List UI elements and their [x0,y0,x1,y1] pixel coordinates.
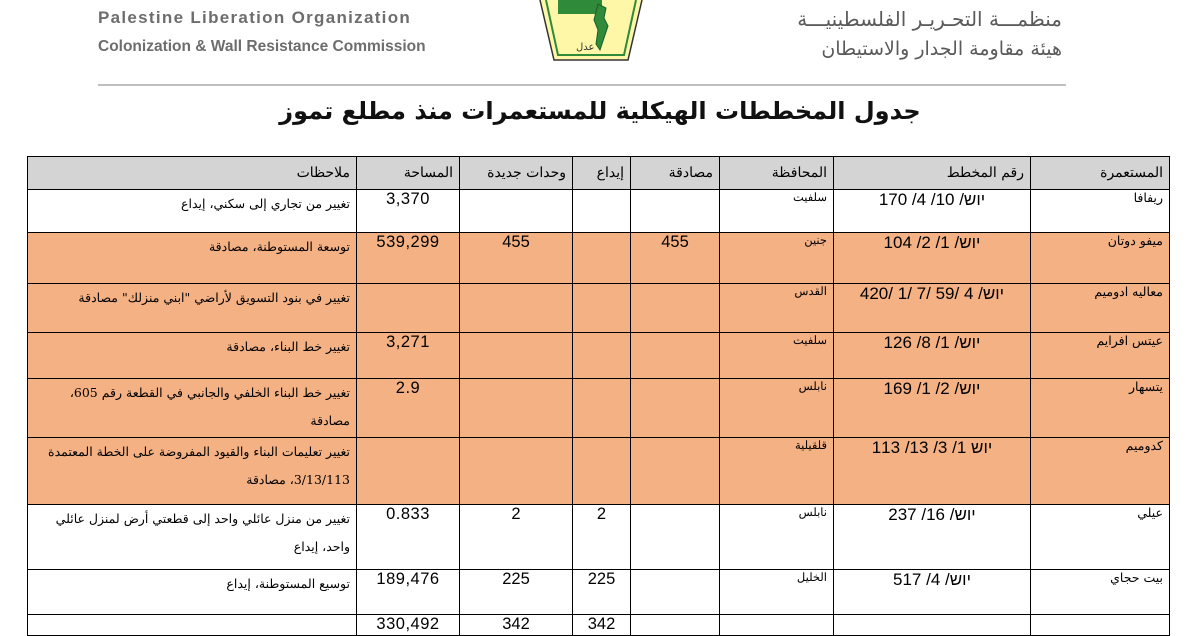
cell-deposit: 342 [573,615,631,636]
cell-deposit [573,379,631,438]
cell-new-units: 2 [460,505,573,570]
cell-settlement: ريفافا [1031,190,1170,233]
cell-plan-number: יוש/ 16/ 237 [834,505,1031,570]
cell-area [357,284,460,333]
cell-deposit: 225 [573,570,631,615]
cell-new-units [460,438,573,505]
org-ar-line1: منظمـــة التحـريـر الفلسطينيـــة [797,7,1062,31]
table-header-row [28,157,1170,190]
cell-notes [28,615,357,636]
cell-plan-number: יוש 1/ 3/ 13/ 113 [834,438,1031,505]
cell-area: 539,299 [357,233,460,284]
org-name-english [98,8,518,56]
cell-settlement: بيت حجاي [1031,570,1170,615]
cell-new-units [460,333,573,379]
cell-notes: توسيع المستوطنة، إيداع [28,570,357,615]
table-row [28,379,1170,438]
cell-settlement: يتسهار [1031,379,1170,438]
cell-settlement: معاليه ادوميم [1031,284,1170,333]
cell-approval [631,284,720,333]
cell-settlement: كدوميم [1031,438,1170,505]
svg-text:عدل: عدل [576,42,595,53]
plo-emblem-icon [536,0,646,70]
cell-approval: 455 [631,233,720,284]
cell-governorate: سلفيت [720,190,834,233]
cell-area: 0.833 [357,505,460,570]
document-title: جدول المخططات الهيكلية للمستعمرات منذ مطلع تموز [279,97,921,125]
cell-approval [631,333,720,379]
cell-notes: تغيير في بنود التسويق لأراضي "ابني منزلك" مصادقة [28,284,357,333]
org-en-line2: Colonization & Wall Resistance Commission [98,38,426,55]
cell-area [357,438,460,505]
cell-plan-number [834,615,1031,636]
cell-new-units [460,190,573,233]
table-row [28,233,1170,284]
table-row [28,190,1170,233]
cell-plan-number: יוש/ 1/ 2/ 104 [834,233,1031,284]
table-row [28,505,1170,570]
cell-new-units [460,284,573,333]
cell-notes: تغيير من تجاري إلى سكني، إيداع [28,190,357,233]
cell-plan-number: יוש/ 2/ 1/ 169 [834,379,1031,438]
cell-deposit [573,284,631,333]
cell-governorate [720,615,834,636]
org-name-arabic [702,4,1062,64]
cell-approval [631,570,720,615]
cell-governorate: قلقيلية [720,438,834,505]
cell-approval [631,505,720,570]
cell-governorate: جنين [720,233,834,284]
cell-settlement [1031,615,1170,636]
cell-notes: تغيير خط البناء الخلفي والجانبي في القطعة رقم 605، مصادقة [28,379,357,438]
org-en-line1: Palestine Liberation Organization [98,8,412,27]
cell-settlement: عيلي [1031,505,1170,570]
cell-deposit [573,333,631,379]
cell-deposit: 2 [573,505,631,570]
cell-notes: تغيير تعليمات البناء والقيود المفروضة على الخطة المعتمدة 3/13/113، مصادقة [28,438,357,505]
cell-area: 189,476 [357,570,460,615]
org-ar-line2: هيئة مقاومة الجدار والاستيطان [821,38,1062,60]
header-plan-number: رقم المخطط [834,157,1031,190]
cell-plan-number: יוש/ 4/ 517 [834,570,1031,615]
cell-governorate: نابلس [720,505,834,570]
header-governorate: المحافظة [720,157,834,190]
cell-new-units: 455 [460,233,573,284]
cell-new-units [460,379,573,438]
cell-plan-number: יוש/ 1/ 8/ 126 [834,333,1031,379]
cell-area: 3,370 [357,190,460,233]
cell-approval [631,615,720,636]
cell-deposit [573,438,631,505]
cell-governorate: الخليل [720,570,834,615]
cell-approval [631,379,720,438]
header-area: المساحة [357,157,460,190]
cell-governorate: القدس [720,284,834,333]
plans-table [27,156,1170,636]
cell-deposit [573,190,631,233]
cell-settlement: عيتس افرايم [1031,333,1170,379]
cell-notes: تغيير من منزل عائلي واحد إلى قطعتي أرض لمنزل عائلي واحد، إيداع [28,505,357,570]
table-row [28,333,1170,379]
letterhead [0,0,1200,92]
header-deposit: إيداع [573,157,631,190]
cell-new-units: 342 [460,615,573,636]
cell-new-units: 225 [460,570,573,615]
cell-area: 2.9 [357,379,460,438]
cell-approval [631,438,720,505]
table-row [28,284,1170,333]
header-divider [98,84,1066,86]
cell-area: 3,271 [357,333,460,379]
cell-governorate: نابلس [720,379,834,438]
cell-plan-number: יוש/ 10/ 4/ 170 [834,190,1031,233]
cell-area: 330,492 [357,615,460,636]
cell-notes: تغيير خط البناء، مصادقة [28,333,357,379]
table-row [28,438,1170,505]
header-new-units: وحدات جديدة [460,157,573,190]
header-notes: ملاحظات [28,157,357,190]
cell-deposit [573,233,631,284]
header-approval: مصادقة [631,157,720,190]
header-settlement: المستعمرة [1031,157,1170,190]
cell-governorate: سلفيت [720,333,834,379]
table-row [28,570,1170,615]
cell-approval [631,190,720,233]
cell-settlement: ميفو دوتان [1031,233,1170,284]
cell-plan-number: יוש/ 4 /59 /7 /1 /420 [834,284,1031,333]
table-row [28,615,1170,636]
cell-notes: توسعة المستوطنة، مصادقة [28,233,357,284]
